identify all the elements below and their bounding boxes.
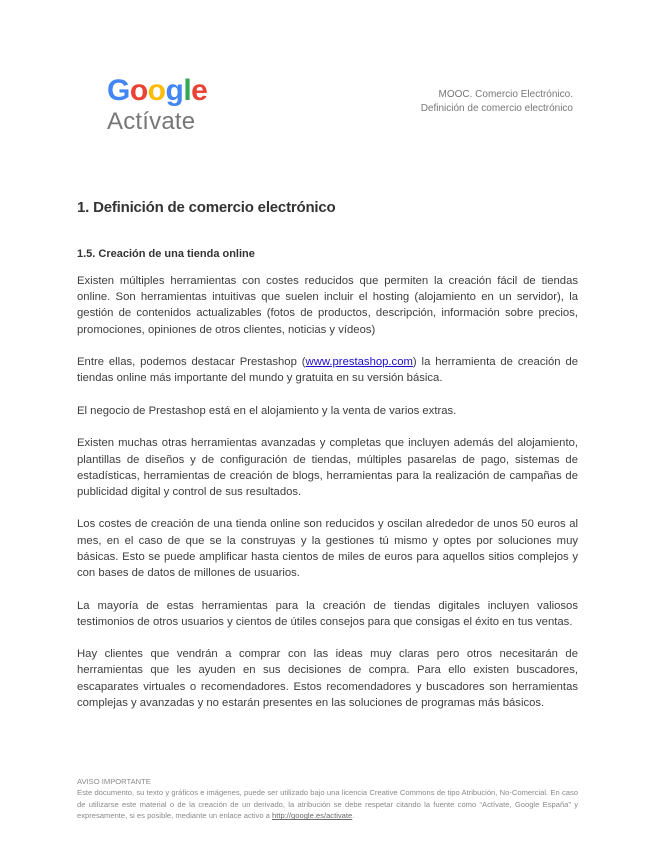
paragraph bbox=[77, 354, 578, 386]
prestashop-link[interactable]: www.prestashop.com bbox=[305, 356, 413, 369]
logo-subtitle: Actívate bbox=[107, 108, 196, 135]
header-course: MOOC. Comercio Electrónico. bbox=[438, 89, 573, 100]
legal-notice-body: Este documento, su texto y gráficos e imágenes, puede ser utilizado bajo una licencia Creative Commons de tipo Atribución, No-Comercial. En caso de utilizarse este material o de la creación de un derivado, la atribución se debe respetar citando la fuente como “Actívate, Google España” y expresamente, si es posible, mediante un enlace activo a bbox=[77, 788, 578, 821]
logo-letter: l bbox=[183, 74, 192, 107]
paragraph: Existen múltiples herramientas con costes reducidos que permiten la creación fácil de tiendas online. Son herramientas intuitivas que suelen incluir el hosting (alojamiento en un servidor), la gestión de contenidos actualizables (fotos de productos, descripción, información sobre precios, promociones, opiniones de otros clientes, noticias y vídeos) bbox=[77, 275, 578, 336]
legal-notice-end: . bbox=[352, 811, 355, 821]
paragraph-text: ) la herramienta de creación de tiendas online más importante del mundo y gratuita en su versión básica. bbox=[77, 356, 579, 385]
paragraph: El negocio de Prestashop está en el alojamiento y la venta de varios extras. bbox=[77, 404, 457, 417]
header-meta bbox=[421, 88, 573, 116]
paragraph: Existen muchas otras herramientas avanzadas y completas que incluyen además del alojamiento, plantillas de diseños y de configuración de tiendas, múltiples pasarelas de pago, sistemas de estadísticas, herramientas de creación de blogs, herramientas para la realización de campañas de publicidad digital y control de sus resultados. bbox=[77, 437, 578, 498]
logo-letter: e bbox=[191, 74, 208, 107]
header-topic: Definición de comercio electrónico bbox=[420, 103, 573, 114]
paragraph-text: Entre ellas, podemos destacar Prestashop ( bbox=[77, 356, 306, 369]
logo-letter: o bbox=[147, 74, 166, 107]
logo-letter: g bbox=[165, 74, 184, 107]
logo-letter: G bbox=[107, 74, 130, 107]
legal-notice-title: AVISO IMPORTANTE bbox=[77, 777, 151, 786]
paragraph: Los costes de creación de una tienda online son reducidos y oscilan alrededor de unos 50 euros al mes, en el caso de que se la construyas y la gestiones tú mismo y optes por soluciones muy básicas. Esto se puede amplificar hasta cientos de miles de euros para aquellos sitios complejos y con bases de datos de millones de usuarios. bbox=[77, 518, 578, 580]
paragraph: Hay clientes que vendrán a comprar con las ideas muy claras pero otros necesitarán de herramientas que les ayuden en sus decisiones de compra. Para ello existen buscadores, escaparates virtuales o recomendadores. Estos recomendadores y buscadores son herramientas complejas y avanzadas y no estarán presentes en las soluciones de programas más básicos. bbox=[77, 648, 578, 709]
section-title: 1. Definición de comercio electrónico bbox=[77, 199, 336, 216]
activate-link[interactable]: http://google.es/activate bbox=[272, 811, 353, 821]
google-wordmark bbox=[107, 74, 207, 108]
legal-notice bbox=[77, 776, 578, 822]
legal-notice-text bbox=[77, 787, 578, 821]
logo-letter: o bbox=[129, 74, 148, 107]
body-text bbox=[77, 273, 578, 727]
subsection-title: 1.5. Creación de una tienda online bbox=[77, 248, 255, 260]
paragraph: La mayoría de estas herramientas para la creación de tiendas digitales incluyen valiosos testimonios de otros usuarios y cientos de útiles consejos para que consigas el éxito en tus ventas. bbox=[77, 599, 578, 628]
google-activate-logo bbox=[107, 74, 207, 136]
